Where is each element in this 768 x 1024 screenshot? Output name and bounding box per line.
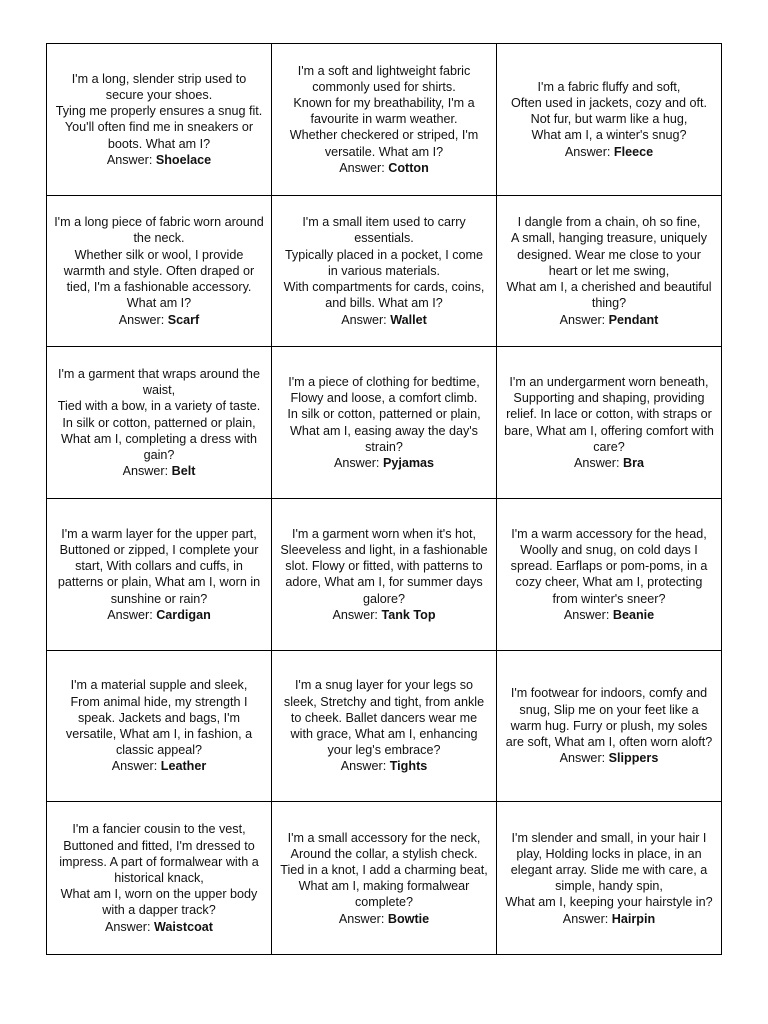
answer-label: Answer: [118, 312, 165, 327]
riddle-card [272, 499, 497, 651]
answer-label: Answer: [107, 607, 153, 622]
answer-value: Bowtie [387, 911, 430, 926]
answer-line [560, 312, 659, 328]
riddle-text: I'm an undergarment worn beneath, Supporting and shaping, providing relief. In lace or cotton, with straps or bare, What am I, offering comfort with care? [504, 375, 714, 454]
riddle-text: I'm a piece of clothing for bedtime, Flowy and loose, a comfort climb. In silk or cotton, patterned or plain, What am I, easing away the day's strain? [287, 375, 481, 454]
riddle-card [272, 347, 497, 499]
answer-line [341, 312, 427, 328]
answer-line [107, 152, 211, 168]
riddle-text: I'm a long piece of fabric worn around the neck. Whether silk or wool, I provide warmth and style. Often draped or tied, I'm a fashionable accessory. What am I? [54, 215, 264, 311]
riddle-card [47, 347, 272, 499]
answer-value: Tights [389, 759, 428, 774]
riddle-text: I'm slender and small, in your hair I play, Holding locks in place, in an elegant array. Slide me with care, a simple, handy spin, What am I, keeping your hairstyle in? [505, 830, 713, 910]
answer-value: Cotton [388, 160, 429, 175]
answer-value: Pyjamas [382, 456, 435, 471]
riddle-text: I'm a small item used to carry essentials. Typically placed in a pocket, I come in various materials. With compartments for cards, coins, and bills. What am I? [283, 215, 485, 311]
answer-line [565, 144, 653, 160]
riddle-text: I'm a material supple and sleek, From animal hide, my strength I speak. Jackets and bags, I'm versatile, What am I, in fashion, a classic appeal? [65, 678, 253, 758]
answer-value: Wallet [390, 312, 427, 327]
riddle-text: I'm a garment that wraps around the waist, Tied with a bow, in a variety of taste. In silk or cotton, patterned or plain, What am I, completing a dress with gain? [57, 366, 261, 462]
riddle-card [47, 802, 272, 954]
answer-label: Answer: [122, 464, 169, 479]
answer-value: Hairpin [611, 911, 656, 926]
riddle-text: I'm footwear for indoors, comfy and snug, Slip me on your feet like a warm hug. Furry or plush, my soles are soft, What am I, often worn aloft? [505, 686, 713, 750]
answer-line [123, 463, 196, 479]
answer-label: Answer: [559, 751, 606, 766]
answer-label: Answer: [341, 312, 387, 327]
riddle-text: I'm a fancier cousin to the vest, Buttoned and fitted, I'm dressed to impress. A part of formalwear with a historical knack, What am I, worn on the upper body with a dapper track? [59, 822, 259, 918]
answer-label: Answer: [332, 607, 378, 622]
answer-value: Belt [171, 464, 196, 479]
riddle-card [497, 196, 721, 348]
answer-label: Answer: [339, 160, 385, 175]
riddle-card [47, 499, 272, 651]
answer-value: Tank Top [381, 607, 436, 622]
answer-value: Beanie [612, 607, 655, 622]
riddle-text: I'm a long, slender strip used to secure your shoes. Tying me properly ensures a snug fit. You'll often find me in sneakers or boots. What am I? [55, 71, 263, 151]
answer-line [332, 607, 435, 623]
answer-line [560, 750, 659, 766]
riddle-card [497, 499, 721, 651]
answer-line [339, 160, 429, 176]
answer-value: Leather [160, 759, 207, 774]
answer-value: Slippers [608, 751, 659, 766]
riddle-text: I'm a small accessory for the neck, Around the collar, a stylish check. Tied in a knot, I add a charming beat, What am I, making formalwear complete? [280, 830, 488, 910]
answer-label: Answer: [564, 144, 611, 159]
riddle-card [497, 802, 721, 954]
riddle-text: I'm a warm accessory for the head, Woolly and snug, on cold days I spread. Earflaps or pom-poms, in a cozy cheer, What am I, protecting from winter's sneer? [510, 526, 708, 606]
answer-label: Answer: [563, 607, 610, 622]
riddle-text: I'm a soft and lightweight fabric commonly used for shirts. Known for my breathability, I'm a favourite in warm weather. Whether checkered or striped, I'm versatile. What am I? [289, 63, 479, 159]
riddle-card [497, 347, 721, 499]
riddle-card [47, 44, 272, 196]
answer-line [107, 607, 211, 623]
answer-line [105, 919, 213, 935]
answer-value: Fleece [613, 144, 654, 159]
answer-label: Answer: [106, 152, 153, 167]
riddle-text: I'm a snug layer for your legs so sleek, Stretchy and tight, from ankle to cheek. Ballet dancers wear me with grace, What am I, enhancing your leg's embrace? [283, 678, 485, 758]
answer-line [563, 911, 655, 927]
answer-label: Answer: [338, 911, 385, 926]
riddle-card [272, 196, 497, 348]
answer-value: Waistcoat [153, 919, 213, 934]
answer-label: Answer: [333, 456, 380, 471]
answer-value: Pendant [608, 312, 659, 327]
riddle-text: I'm a fabric fluffy and soft, Often used in jackets, cozy and oft. Not fur, but warm like a hug, What am I, a winter's snug? [510, 79, 707, 143]
riddle-text: I'm a warm layer for the upper part, Buttoned or zipped, I complete your start, With collars and cuffs, in patterns or plain, What am I, worn in sunshine or rain? [57, 526, 261, 606]
answer-line [334, 455, 434, 471]
answer-label: Answer: [111, 759, 158, 774]
riddle-text: I'm a garment worn when it's hot, Sleeveless and light, in a fashionable slot. Flowy or fitted, with patterns to adore, What am I, for summer days galore? [280, 526, 488, 606]
answer-value: Shoelace [155, 152, 212, 167]
answer-value: Bra [623, 456, 644, 471]
answer-value: Scarf [167, 312, 200, 327]
answer-label: Answer: [104, 919, 151, 934]
riddle-card-grid [46, 43, 722, 955]
answer-line [112, 758, 207, 774]
answer-line [119, 312, 200, 328]
answer-label: Answer: [559, 312, 606, 327]
answer-line [341, 758, 428, 774]
answer-line [564, 607, 654, 623]
answer-label: Answer: [562, 911, 609, 926]
answer-label: Answer: [340, 759, 387, 774]
riddle-card [272, 44, 497, 196]
riddle-card [497, 651, 721, 803]
riddle-card [272, 651, 497, 803]
riddle-card [47, 651, 272, 803]
riddle-text: I dangle from a chain, oh so fine, A small, hanging treasure, uniquely designed. Wear me close to your heart or let me swing, What am I, a cherished and beautiful thing? [506, 215, 712, 311]
answer-value: Cardigan [156, 607, 211, 622]
riddle-card [497, 44, 721, 196]
answer-line [339, 911, 429, 927]
riddle-card [272, 802, 497, 954]
answer-line [574, 455, 644, 471]
answer-label: Answer: [574, 456, 620, 471]
riddle-card [47, 196, 272, 348]
